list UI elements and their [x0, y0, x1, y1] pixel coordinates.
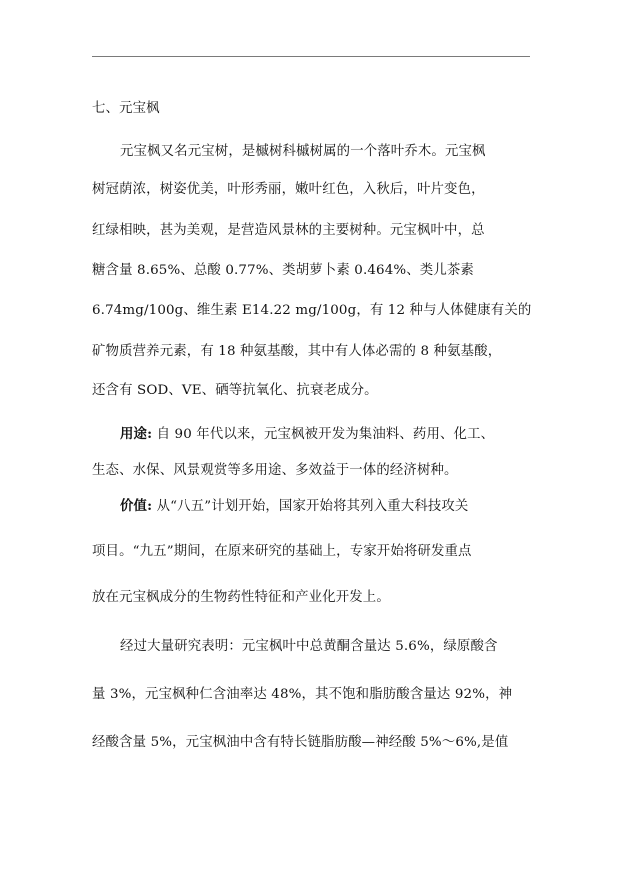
intro-line: 还含有 SOD、VE、硒等抗氧化、抗衰老成分。: [92, 383, 378, 398]
value-label: 价值:: [120, 498, 153, 514]
usage-label: 用途:: [120, 426, 153, 442]
intro-line: 6.74mg/100g、维生素 E14.22 mg/100g，有 12 种与人体健康有关的: [92, 303, 532, 318]
usage-line: [120, 425, 494, 444]
usage-line: 生态、水保、风景观赏等多用途、多效益于一体的经济树种。: [92, 463, 458, 478]
usage-text: 自 90 年代以来，元宝枫被开发为集油料、药用、化工、: [152, 427, 495, 442]
value-text: 从“八五”计划开始，国家开始将其列入重大科技攻关: [152, 499, 469, 514]
value-line: 项目。“九五”期间，在原来研究的基础上，专家开始将研发重点: [92, 544, 472, 559]
value-line: 放在元宝枫成分的生物药性特征和产业化开发上。: [92, 590, 390, 605]
intro-line: 树冠荫浓，树姿优美，叶形秀丽，嫩叶红色，入秋后，叶片变色，: [92, 182, 485, 197]
intro-line: 矿物质营养元素，有 18 种氨基酸，其中有人体必需的 8 种氨基酸，: [92, 344, 502, 359]
research-line: 经酸含量 5%，元宝枫油中含有特长链脂肪酸—神经酸 5%～6%,是值: [92, 735, 509, 750]
intro-line: 红绿相映，甚为美观，是营造风景林的主要树种。元宝枫叶中，总: [92, 223, 485, 238]
intro-line: 糖含量 8.65%、总酸 0.77%、类胡萝卜素 0.464%、类儿茶素: [92, 263, 474, 278]
intro-line: 元宝枫又名元宝树，是槭树科槭树属的一个落叶乔木。元宝枫: [120, 144, 486, 159]
page-header-rule: [92, 56, 530, 57]
research-line: 量 3%，元宝枫种仁含油率达 48%，其不饱和脂肪酸含量达 92%，神: [92, 687, 513, 702]
section-heading: 七、元宝枫: [92, 101, 160, 116]
value-line: [120, 497, 468, 516]
research-line: 经过大量研究表明：元宝枫叶中总黄酮含量达 5.6%，绿原酸含: [120, 639, 498, 654]
